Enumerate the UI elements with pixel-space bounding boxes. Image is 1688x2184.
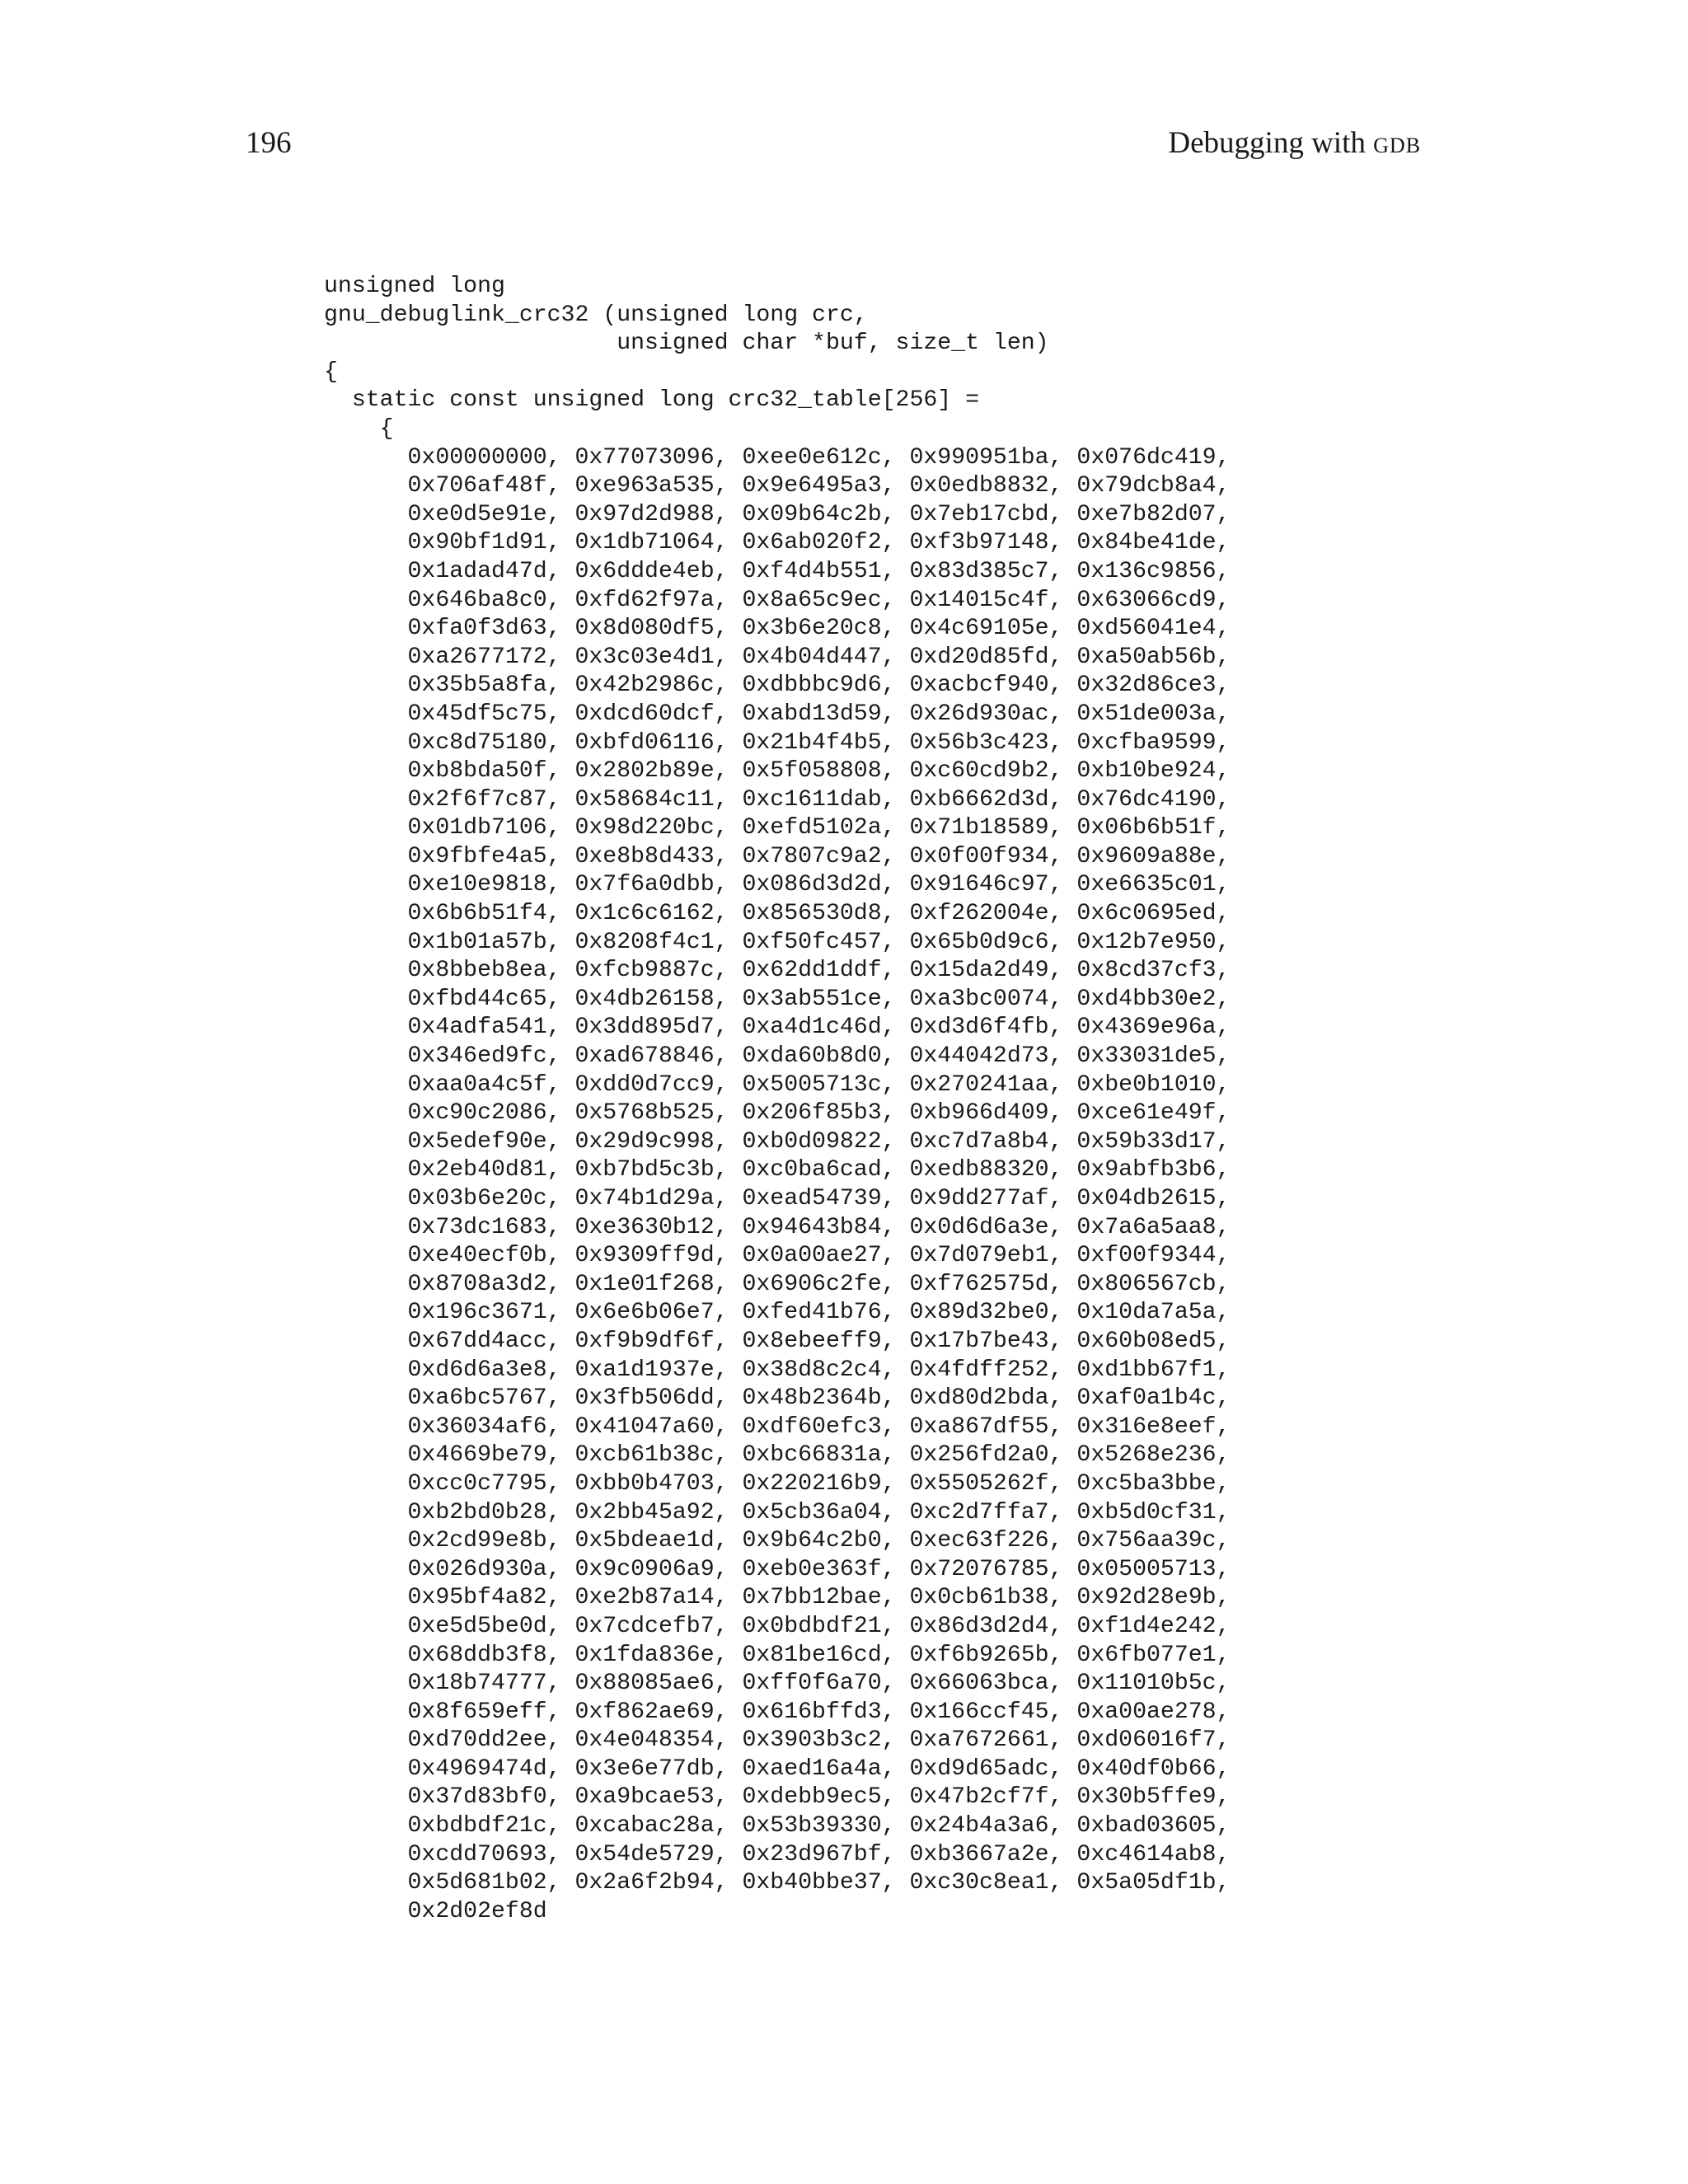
code-line: 0xe5d5be0d, 0x7cdcefb7, 0x0bdbdf21, 0x86d3d2d4, 0xf1d4e242, <box>324 1613 1231 1639</box>
page-number: 196 <box>246 126 292 160</box>
code-line: 0x01db7106, 0x98d220bc, 0xefd5102a, 0x71b18589, 0x06b6b51f, <box>324 815 1231 841</box>
code-line: 0x8bbeb8ea, 0xfcb9887c, 0x62dd1ddf, 0x15da2d49, 0x8cd37cf3, <box>324 958 1231 984</box>
running-title-text: Debugging with <box>1168 126 1374 160</box>
code-line: 0x03b6e20c, 0x74b1d29a, 0xead54739, 0x9dd277af, 0x04db2615, <box>324 1186 1231 1212</box>
code-listing <box>324 273 1231 1926</box>
code-line: 0xe10e9818, 0x7f6a0dbb, 0x086d3d2d, 0x91646c97, 0xe6635c01, <box>324 872 1231 898</box>
code-line: 0x2f6f7c87, 0x58684c11, 0xc1611dab, 0xb6662d3d, 0x76dc4190, <box>324 786 1231 813</box>
code-line: 0xb8bda50f, 0x2802b89e, 0x5f058808, 0xc60cd9b2, 0xb10be924, <box>324 758 1231 785</box>
code-line: 0xd6d6a3e8, 0xa1d1937e, 0x38d8c2c4, 0x4fdff252, 0xd1bb67f1, <box>324 1357 1231 1383</box>
code-line: 0x95bf4a82, 0xe2b87a14, 0x7bb12bae, 0x0cb61b38, 0x92d28e9b, <box>324 1585 1231 1611</box>
code-line: { <box>324 359 338 385</box>
code-line: 0xcc0c7795, 0xbb0b4703, 0x220216b9, 0x5505262f, 0xc5ba3bbe, <box>324 1470 1231 1497</box>
code-line: 0x4969474d, 0x3e6e77db, 0xaed16a4a, 0xd9d65adc, 0x40df0b66, <box>324 1755 1231 1782</box>
code-line: gnu_debuglink_crc32 (unsigned long crc, <box>324 302 868 328</box>
code-line: 0x196c3671, 0x6e6b06e7, 0xfed41b76, 0x89d32be0, 0x10da7a5a, <box>324 1300 1231 1326</box>
code-line: 0x1adad47d, 0x6ddde4eb, 0xf4d4b551, 0x83d385c7, 0x136c9856, <box>324 558 1231 584</box>
code-line: 0x026d930a, 0x9c0906a9, 0xeb0e363f, 0x72076785, 0x05005713, <box>324 1556 1231 1582</box>
running-title-gdb: gdb <box>1373 126 1421 160</box>
code-line: 0xb2bd0b28, 0x2bb45a92, 0x5cb36a04, 0xc2d7ffa7, 0xb5d0cf31, <box>324 1499 1231 1526</box>
code-line: 0x90bf1d91, 0x1db71064, 0x6ab020f2, 0xf3b97148, 0x84be41de, <box>324 530 1231 556</box>
code-line: 0xd70dd2ee, 0x4e048354, 0x3903b3c2, 0xa7672661, 0xd06016f7, <box>324 1727 1231 1754</box>
code-line: 0xfbd44c65, 0x4db26158, 0x3ab551ce, 0xa3bc0074, 0xd4bb30e2, <box>324 986 1231 1012</box>
code-line: 0xe40ecf0b, 0x9309ff9d, 0x0a00ae27, 0x7d079eb1, 0xf00f9344, <box>324 1243 1231 1269</box>
code-line: 0x36034af6, 0x41047a60, 0xdf60efc3, 0xa867df55, 0x316e8eef, <box>324 1413 1231 1440</box>
code-line: 0x18b74777, 0x88085ae6, 0xff0f6a70, 0x66063bca, 0x11010b5c, <box>324 1671 1231 1697</box>
code-line: 0xa6bc5767, 0x3fb506dd, 0x48b2364b, 0xd80d2bda, 0xaf0a1b4c, <box>324 1385 1231 1412</box>
code-line: 0x2d02ef8d <box>324 1898 547 1924</box>
code-line: static const unsigned long crc32_table[256] = <box>324 387 980 414</box>
code-line: 0x37d83bf0, 0xa9bcae53, 0xdebb9ec5, 0x47b2cf7f, 0x30b5ffe9, <box>324 1784 1231 1811</box>
code-line: 0x9fbfe4a5, 0xe8b8d433, 0x7807c9a2, 0x0f00f934, 0x9609a88e, <box>324 843 1231 869</box>
code-line: 0x68ddb3f8, 0x1fda836e, 0x81be16cd, 0xf6b9265b, 0x6fb077e1, <box>324 1642 1231 1668</box>
code-line: 0x8708a3d2, 0x1e01f268, 0x6906c2fe, 0xf762575d, 0x806567cb, <box>324 1271 1231 1297</box>
code-line: 0x73dc1683, 0xe3630b12, 0x94643b84, 0x0d6d6a3e, 0x7a6a5aa8, <box>324 1214 1231 1240</box>
code-line: unsigned long <box>324 274 505 299</box>
code-line: 0x646ba8c0, 0xfd62f97a, 0x8a65c9ec, 0x14015c4f, 0x63066cd9, <box>324 587 1231 613</box>
code-line: 0x4adfa541, 0x3dd895d7, 0xa4d1c46d, 0xd3d6f4fb, 0x4369e96a, <box>324 1015 1231 1041</box>
code-line: 0x6b6b51f4, 0x1c6c6162, 0x856530d8, 0xf262004e, 0x6c0695ed, <box>324 901 1231 927</box>
code-line: { <box>324 415 394 442</box>
code-line: 0x4669be79, 0xcb61b38c, 0xbc66831a, 0x256fd2a0, 0x5268e236, <box>324 1442 1231 1469</box>
code-line: 0x346ed9fc, 0xad678846, 0xda60b8d0, 0x44042d73, 0x33031de5, <box>324 1043 1231 1070</box>
code-line: 0x67dd4acc, 0xf9b9df6f, 0x8ebeeff9, 0x17b7be43, 0x60b08ed5, <box>324 1328 1231 1354</box>
code-line: 0xaa0a4c5f, 0xdd0d7cc9, 0x5005713c, 0x270241aa, 0xbe0b1010, <box>324 1071 1231 1098</box>
code-line: 0x45df5c75, 0xdcd60dcf, 0xabd13d59, 0x26d930ac, 0x51de003a, <box>324 701 1231 727</box>
code-line: 0x2cd99e8b, 0x5bdeae1d, 0x9b64c2b0, 0xec63f226, 0x756aa39c, <box>324 1528 1231 1554</box>
code-line: 0x8f659eff, 0xf862ae69, 0x616bffd3, 0x166ccf45, 0xa00ae278, <box>324 1699 1231 1725</box>
code-line: 0x2eb40d81, 0xb7bd5c3b, 0xc0ba6cad, 0xedb88320, 0x9abfb3b6, <box>324 1157 1231 1183</box>
code-line: 0x00000000, 0x77073096, 0xee0e612c, 0x990951ba, 0x076dc419, <box>324 444 1231 471</box>
code-line: 0x706af48f, 0xe963a535, 0x9e6495a3, 0x0edb8832, 0x79dcb8a4, <box>324 473 1231 499</box>
code-line: 0xe0d5e91e, 0x97d2d988, 0x09b64c2b, 0x7eb17cbd, 0xe7b82d07, <box>324 501 1231 527</box>
code-line: 0xa2677172, 0x3c03e4d1, 0x4b04d447, 0xd20d85fd, 0xa50ab56b, <box>324 644 1231 670</box>
code-line: 0xc8d75180, 0xbfd06116, 0x21b4f4b5, 0x56b3c423, 0xcfba9599, <box>324 729 1231 756</box>
code-line: unsigned char *buf, size_t len) <box>324 330 1049 357</box>
running-title <box>1168 125 1421 161</box>
code-line: 0x1b01a57b, 0x8208f4c1, 0xf50fc457, 0x65b0d9c6, 0x12b7e950, <box>324 929 1231 955</box>
code-line: 0x35b5a8fa, 0x42b2986c, 0xdbbbc9d6, 0xacbcf940, 0x32d86ce3, <box>324 673 1231 699</box>
code-line: 0xc90c2086, 0x5768b525, 0x206f85b3, 0xb966d409, 0xce61e49f, <box>324 1100 1231 1127</box>
code-line: 0x5d681b02, 0x2a6f2b94, 0xb40bbe37, 0xc30c8ea1, 0x5a05df1b, <box>324 1870 1231 1896</box>
code-line: 0xbdbdf21c, 0xcabac28a, 0x53b39330, 0x24b4a3a6, 0xbad03605, <box>324 1813 1231 1840</box>
code-line: 0xcdd70693, 0x54de5729, 0x23d967bf, 0xb3667a2e, 0xc4614ab8, <box>324 1841 1231 1868</box>
code-line: 0x5edef90e, 0x29d9c998, 0xb0d09822, 0xc7d7a8b4, 0x59b33d17, <box>324 1128 1231 1155</box>
code-line: 0xfa0f3d63, 0x8d080df5, 0x3b6e20c8, 0x4c69105e, 0xd56041e4, <box>324 616 1231 642</box>
page-header <box>246 125 1421 171</box>
